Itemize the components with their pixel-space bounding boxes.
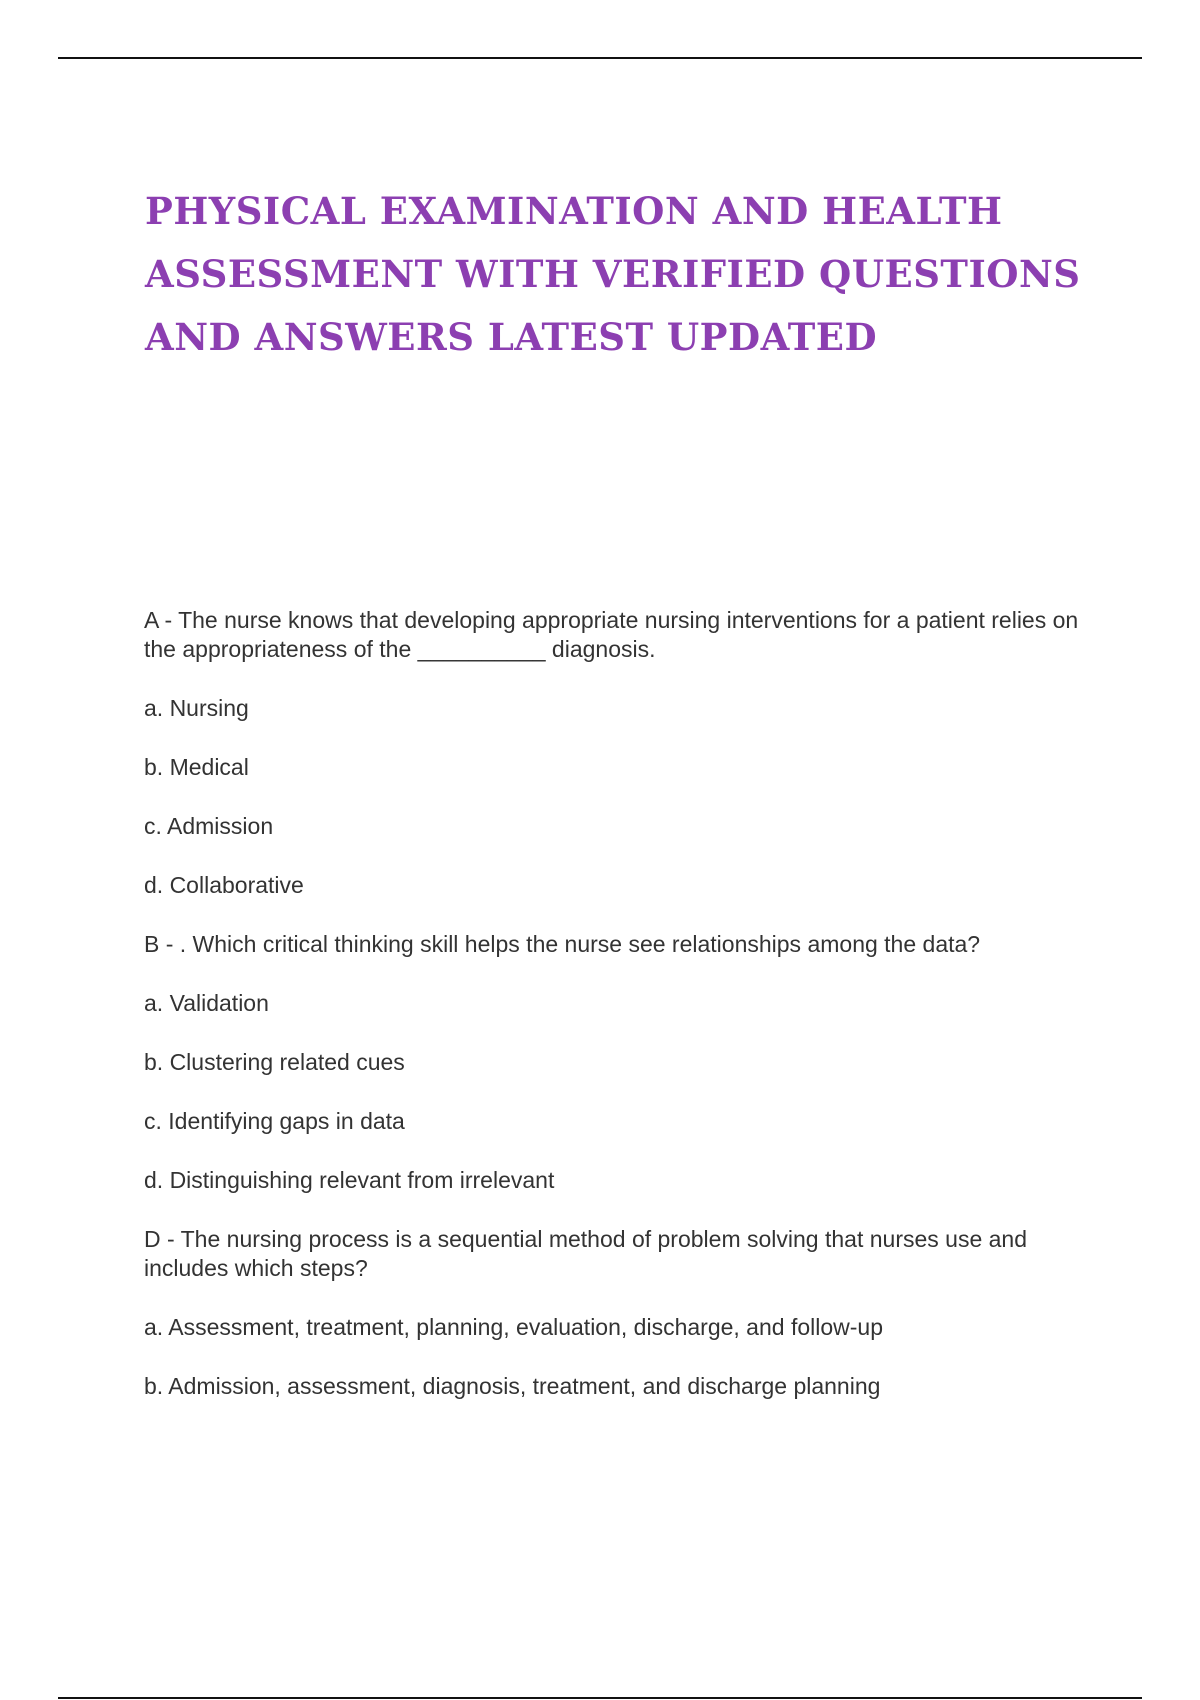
top-rule xyxy=(58,57,1142,59)
option-item: c. Admission xyxy=(144,813,274,839)
option-item: d. Distinguishing relevant from irrelevant xyxy=(144,1167,555,1193)
question-d: D - The nursing process is a sequential method of problem solving that nurses use and includes which steps? xyxy=(144,1226,1028,1281)
option-item: c. Identifying gaps in data xyxy=(144,1108,405,1134)
option-item: b. Admission, assessment, diagnosis, treatment, and discharge planning xyxy=(144,1373,881,1399)
option-item: d. Collaborative xyxy=(144,872,304,898)
option-item: a. Assessment, treatment, planning, evaluation, discharge, and follow-up xyxy=(144,1314,883,1340)
question-list xyxy=(144,606,1104,1431)
question-b: B - . Which critical thinking skill helps the nurse see relationships among the data? xyxy=(144,931,981,957)
option-item: a. Validation xyxy=(144,990,269,1016)
document-title: PHYSICAL EXAMINATION AND HEALTH ASSESSMENT WITH VERIFIED QUESTIONS AND ANSWERS LATEST UPDATED xyxy=(145,189,1081,359)
option-item: b. Medical xyxy=(144,754,249,780)
bottom-rule xyxy=(58,1697,1142,1699)
question-a: A - The nurse knows that developing appropriate nursing interventions for a patient relies on the appropriateness of the __________ diagnosis. xyxy=(144,607,1079,662)
option-item: b. Clustering related cues xyxy=(144,1049,405,1075)
option-item: a. Nursing xyxy=(144,695,249,721)
